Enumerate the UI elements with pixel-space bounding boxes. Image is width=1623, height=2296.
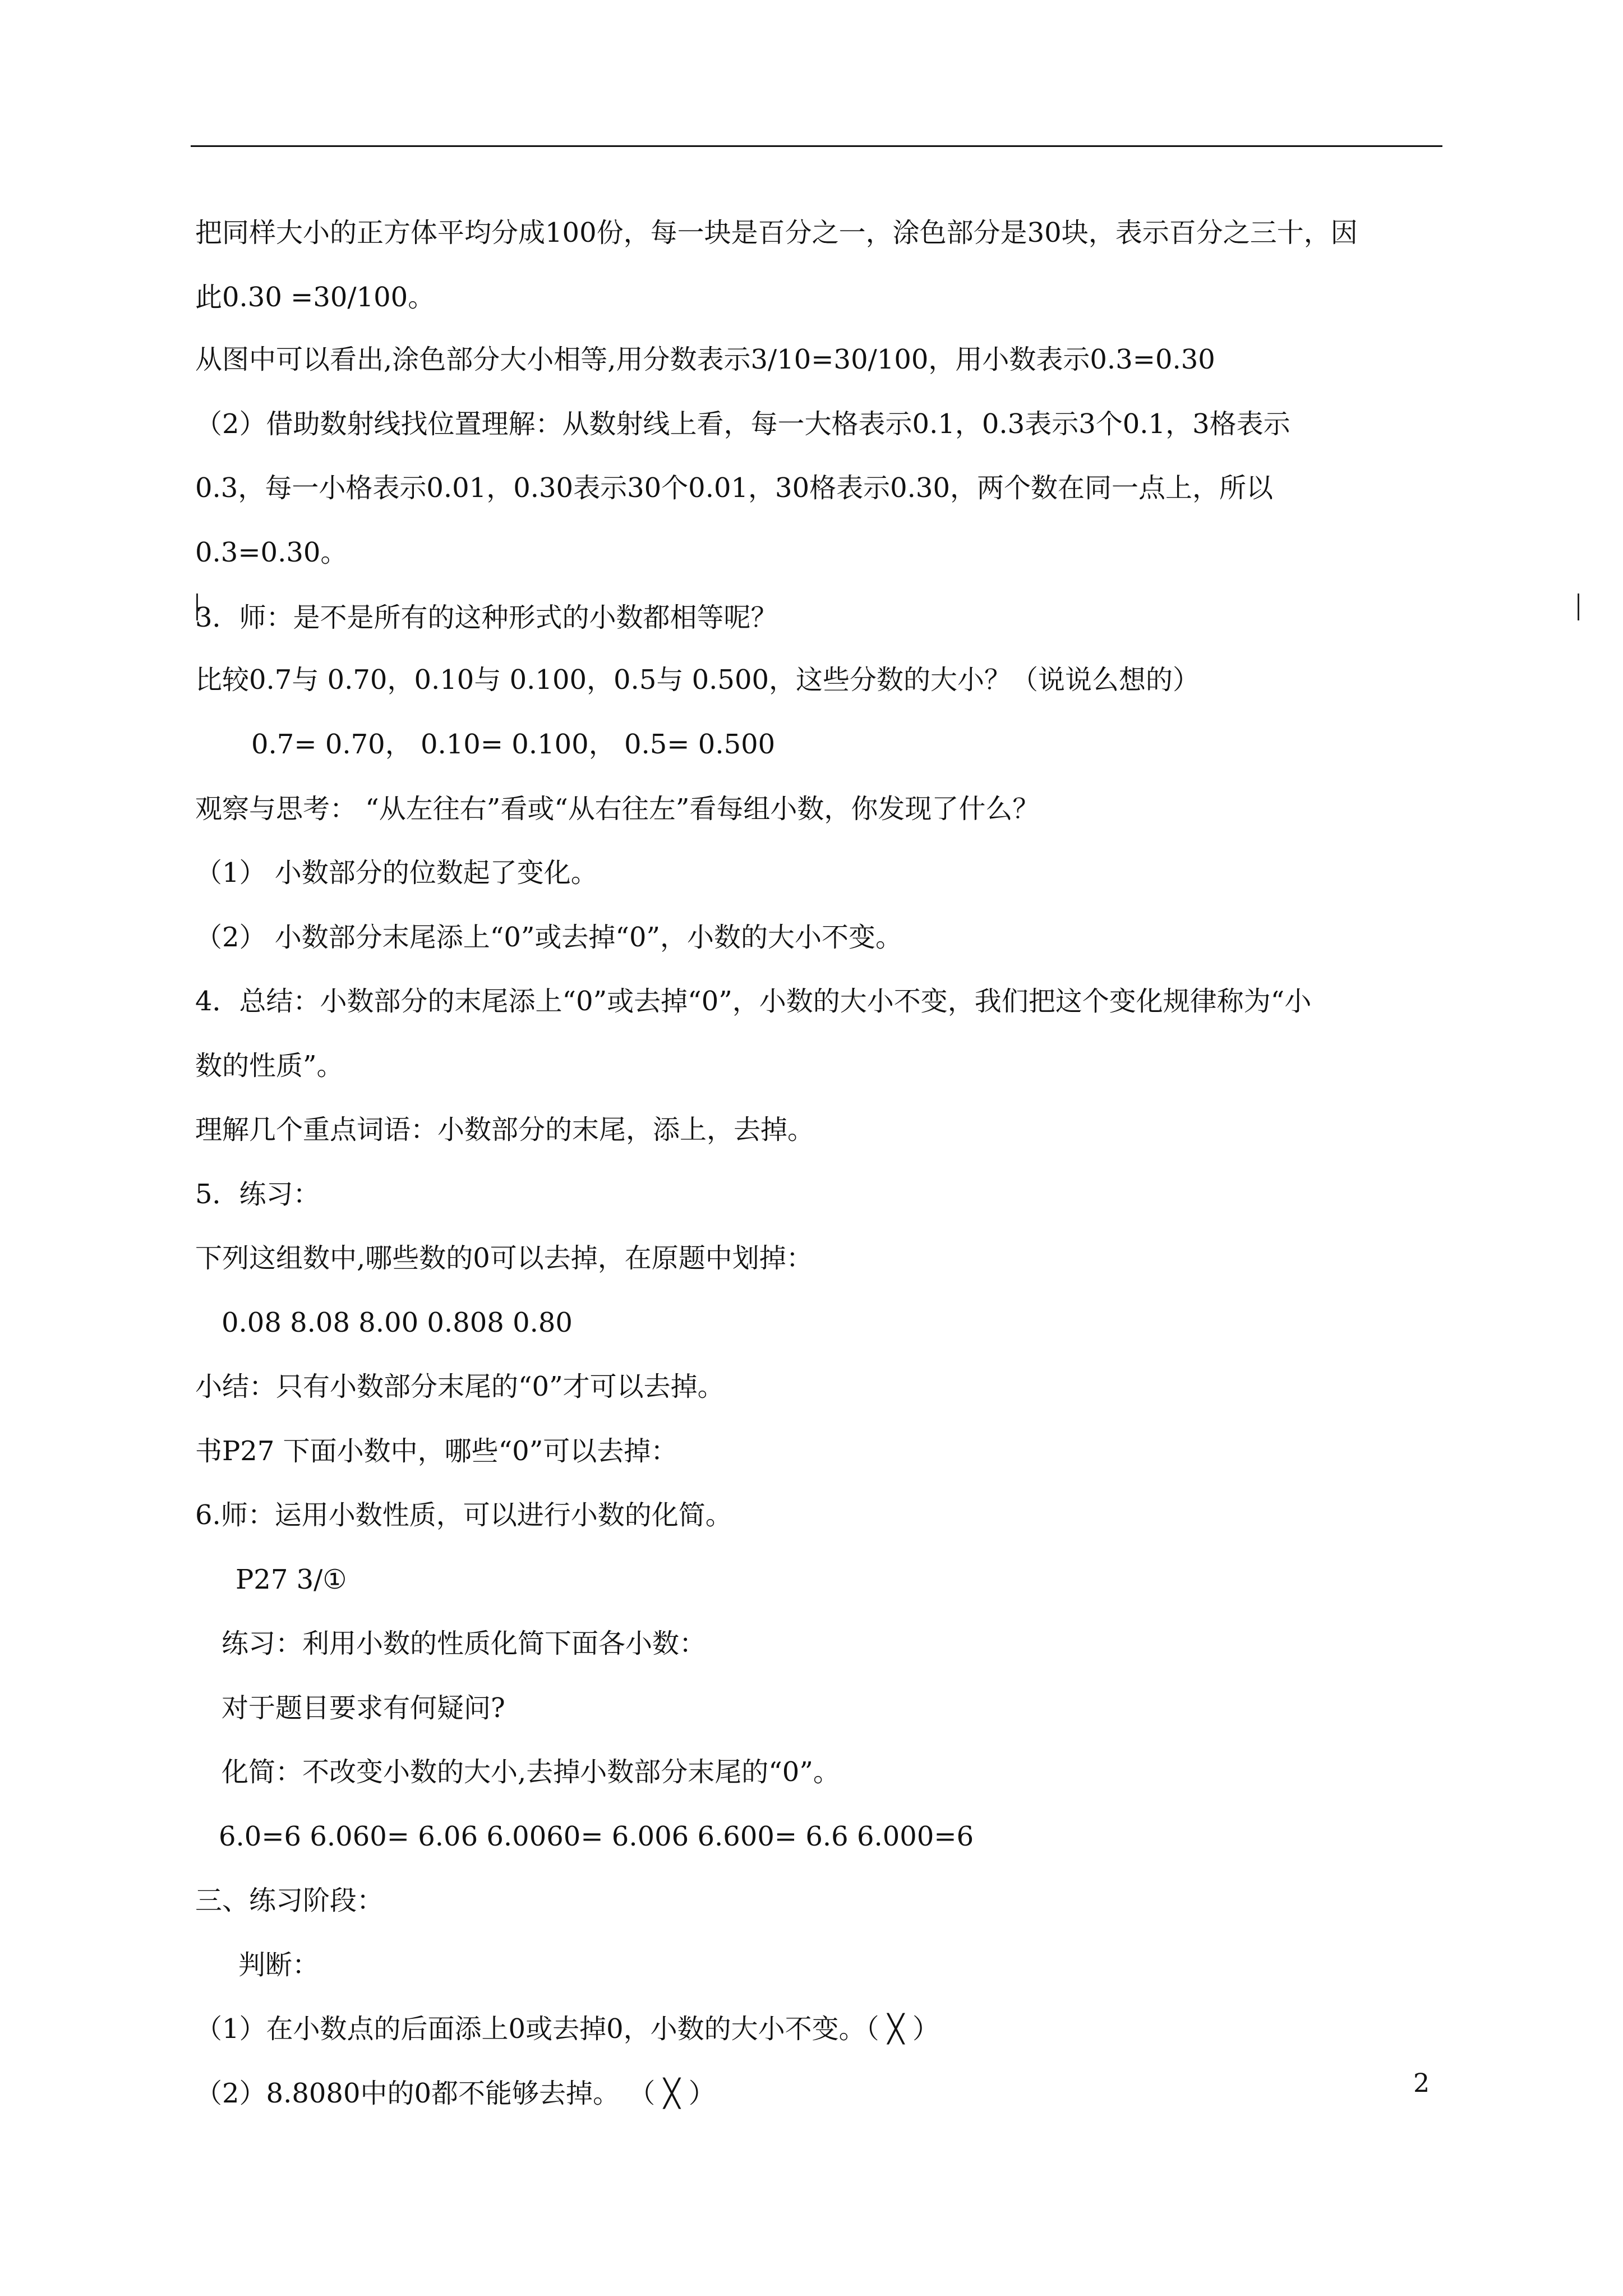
text-line-4: （2）借助数射线找位置理解：从数射线上看，每一大格表示0.1，0.3表示3个0.1，3格表示 (195, 408, 1290, 440)
text-line-12: （2） 小数部分末尾添上“0”或去掉“0”，小数的大小不变。 (195, 922, 903, 953)
text-line-17: 下列这组数中,哪些数的0可以去掉，在原题中划掉： (195, 1243, 813, 1274)
text-line-21: 6.师：运用小数性质，可以进行小数的化简。 (195, 1499, 732, 1531)
text-line-11: （1） 小数部分的位数起了变化。 (195, 857, 598, 889)
text-line-22: P27 3/① (236, 1564, 347, 1595)
text-line-5: 0.3，每一小格表示0.01，0.30表示30个0.01，30格表示0.30，两个数在同一点上，所以 (195, 472, 1273, 504)
text-line-8: 比较0.7与 0.70，0.10与 0.100，0.5与 0.500，这些分数的大小？（说说么想的） (195, 664, 1200, 696)
text-line-19: 小结：只有小数部分末尾的“0”才可以去掉。 (195, 1371, 725, 1402)
header-rule (191, 145, 1442, 147)
text-line-27: 三、练习阶段： (195, 1885, 384, 1916)
text-line-13: 4．总结：小数部分的末尾添上“0”或去掉“0”，小数的大小不变，我们把这个变化规律称为“小 (195, 986, 1312, 1017)
text-line-26: 6.0=6 6.060= 6.06 6.0060= 6.006 6.600= 6.6 6.000=6 (219, 1821, 974, 1852)
text-line-20: 书P27 下面小数中，哪些“0”可以去掉： (195, 1435, 678, 1467)
text-line-2: 此0.30 =30/100。 (195, 282, 435, 313)
text-line-15: 理解几个重点词语：小数部分的末尾，添上，去掉。 (195, 1114, 815, 1145)
text-line-24: 对于题目要求有何疑问? (222, 1692, 505, 1724)
text-line-10: 观察与思考： “从左往右”看或“从右往左”看每组小数，你发现了什么？ (195, 793, 1040, 825)
text-line-1: 把同样大小的正方体平均分成100份，每一块是百分之一，涂色部分是30块，表示百分之三十，因 (195, 217, 1358, 249)
text-line-25: 化简：不改变小数的大小,去掉小数部分末尾的“0”。 (222, 1756, 840, 1788)
text-line-23: 练习：利用小数的性质化简下面各小数： (222, 1628, 707, 1659)
text-line-6: 0.3=0.30。 (195, 537, 348, 568)
text-line-30: （2）8.8080中的0都不能够去掉。 （ ╳ ） (195, 2078, 716, 2109)
text-line-16: 5．练习： (195, 1179, 320, 1210)
text-cursor-right (1578, 593, 1579, 620)
text-line-29: （1）在小数点的后面添上0或去掉0，小数的大小不变。（ ╳ ） (195, 2013, 940, 2045)
text-line-9: 0.7= 0.70， 0.10= 0.100， 0.5= 0.500 (251, 729, 776, 760)
text-line-28: 判断： (238, 1949, 320, 1981)
text-line-18: 0.08 8.08 8.00 0.808 0.80 (222, 1307, 573, 1338)
text-line-7: 3．师：是不是所有的这种形式的小数都相等呢？ (195, 602, 778, 633)
text-line-3: 从图中可以看出,涂色部分大小相等,用分数表示3/10=30/100，用小数表示0.3=0.30 (195, 344, 1215, 375)
page-number: 2 (1413, 2068, 1430, 2098)
text-line-14: 数的性质”。 (195, 1050, 344, 1082)
